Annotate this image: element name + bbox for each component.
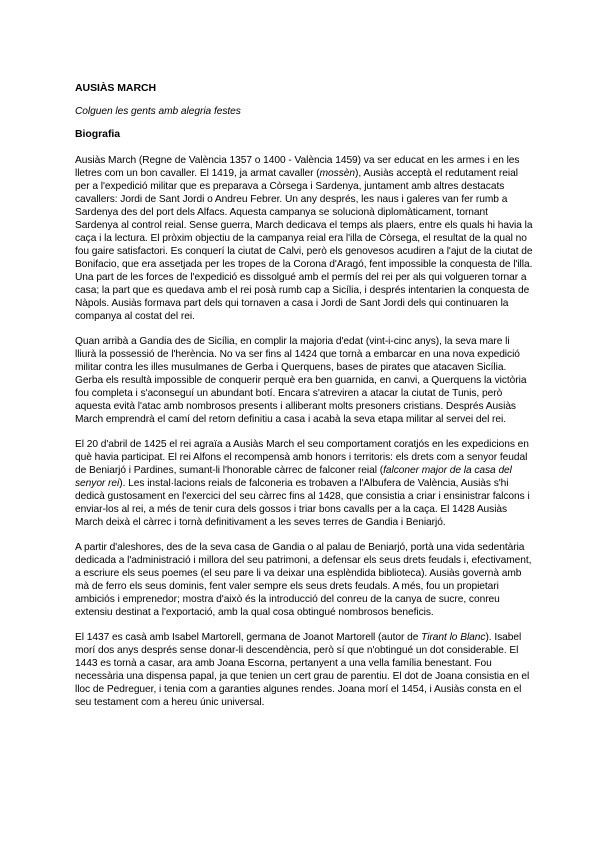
text-run: ), Ausiàs acceptà el redutament reial per a l'expedició militar que es preparava a Còrsega i Sardenya, juntament amb altres destacats cavallers: Jordi de Sant Jordi o Andreu Febrer. Un any després, les naus i galeres van fer rumb a Sardenya des del port dels Alfacs. Aquesta campanya se solucionà diplomàticament, tornant Sardenya al control reial. Sense guerra, March dedicava el temps als plaers, entre els quals hi havia la caça i la lectura. El pròxim objectiu de la campanya reial era l'illa de Còrsega, el resultat de la qual no fou gaire satisfactori. Es conquerí la ciutat de Calvi, però els genovesos acudiren a l'ajut de la ciutat de Bonifacio, que era assetjada per les tropes de la Corona d'Aragó, fent impossible la conquesta de l'illa. Una part de les forces de l'expedició es dissolgué amb el permís del rei per als qui volgueren tornar a casa; la part que es quedava amb el rei posà rumb cap a Sicília, i després intentarien la conquesta de Nàpols. Ausiàs formava part dels qui tornaven a casa i Jordi de Sant Jordi dels qui continuaren la companya al costat del rei. bbox=[75, 168, 533, 322]
text-run: Quan arribà a Gandia des de Sicília, en complir la majoria d'edat (vint-i-cinc anys), la seva mare li lliurà la possessió de l'herència. No va ser fins al 1424 que tornà a embarcar en una nova expedició militar contra les illes musulmanes de Gerba i Querquens, bases de pirates que atacaven Sicília. Gerba els resultà impossible de conquerir perquè era ben guarnida, en canvi, a Querquens la victòria fou completa i s'aconseguí un abundant botí. Encara s'atreviren a atacar la ciutat de Tunis, però aquesta evità l'atac amb nombrosos presents i alliberant molts presoners cristians. Després Ausiàs March emprendrà el camí del retorn definitiu a casa i acabà la seva etapa militar al servei del rei. bbox=[75, 336, 527, 425]
paragraph bbox=[75, 154, 533, 323]
italic-text-run: falconer major de la casa del senyor rei bbox=[75, 465, 512, 489]
italic-text-run: Tirant lo Blanc bbox=[421, 632, 486, 643]
paragraph bbox=[75, 631, 533, 709]
section-heading: Biografia bbox=[75, 128, 121, 140]
document-subtitle: Colguen les gents amb alegria festes bbox=[75, 106, 241, 117]
paragraph bbox=[75, 438, 533, 529]
paragraph bbox=[75, 541, 533, 619]
italic-text-run: mossèn bbox=[319, 168, 355, 179]
text-run: ). Les instal·lacions reials de falconeria es trobaven a l'Albufera de València, Ausiàs s'hi dedicà gustosament en l'exercici del seu càrrec fins al 1428, que consistia a criar i ensinistrar falcons i enviar-los al rei, a més de tenir cura dels gossos i triar bons cavalls per a la caça. El 1428 Ausiàs March deixà el càrrec i tornà definitivament a les seves terres de Gandia i Beniarjó. bbox=[75, 478, 530, 528]
document-page bbox=[75, 82, 533, 709]
text-run: El 1437 es casà amb Isabel Martorell, germana de Joanot Martorell (autor de bbox=[75, 632, 422, 643]
text-run: Ausiàs March (Regne de València 1357 o 1400 - València 1459) va ser educat en les armes i en les lletres com un bon cavaller. El 1419, ja armat cavaller ( bbox=[75, 155, 520, 179]
text-run: A partir d'aleshores, des de la seva casa de Gandia o al palau de Beniarjó, portà una vida sedentària dedicada a l'administració i millora del seu patrimoni, a defensar els seus drets feudals i, efectivament, a escriure els seus poemes (el seu pare li va deixar una esplèndida biblioteca). Ausiàs governà amb mà de ferro els seus dominis, fent valer sempre els seus drets feudals. A més, fou un propietari ambiciós i emprenedor; mostra d'això és la introducció del conreu de la canya de sucre, conreu extensiu destinat a l'exportació, amb la qual cosa obtingué nombrosos beneficis. bbox=[75, 542, 532, 618]
document-title: AUSIÀS MARCH bbox=[75, 82, 157, 94]
text-run: El 20 d'abril de 1425 el rei agraïa a Ausiàs March el seu comportament coratjós en les expedicions en què havia participat. El rei Alfons el recompensà amb honors i territoris: els drets com a senyor feudal de Beniarjó i Pardines, sumant-li l'honorable càrrec de falconer reial ( bbox=[75, 439, 529, 476]
paragraph bbox=[75, 335, 533, 426]
text-run: ). Isabel morí dos anys després sense donar-li descendència, però sí que n'obtingué un dot considerable. El 1443 es tornà a casar, ara amb Joana Escorna, pertanyent a una vella família benestant. Fou necessària una dispensa papal, ja que tenien un cert grau de parentiu. El dot de Joana consistia en el lloc de Pedreguer, i tenia com a garanties algunes rendes. Joana morí el 1454, i Ausiàs consta en el seu testament com a hereu únic universal. bbox=[75, 632, 530, 708]
